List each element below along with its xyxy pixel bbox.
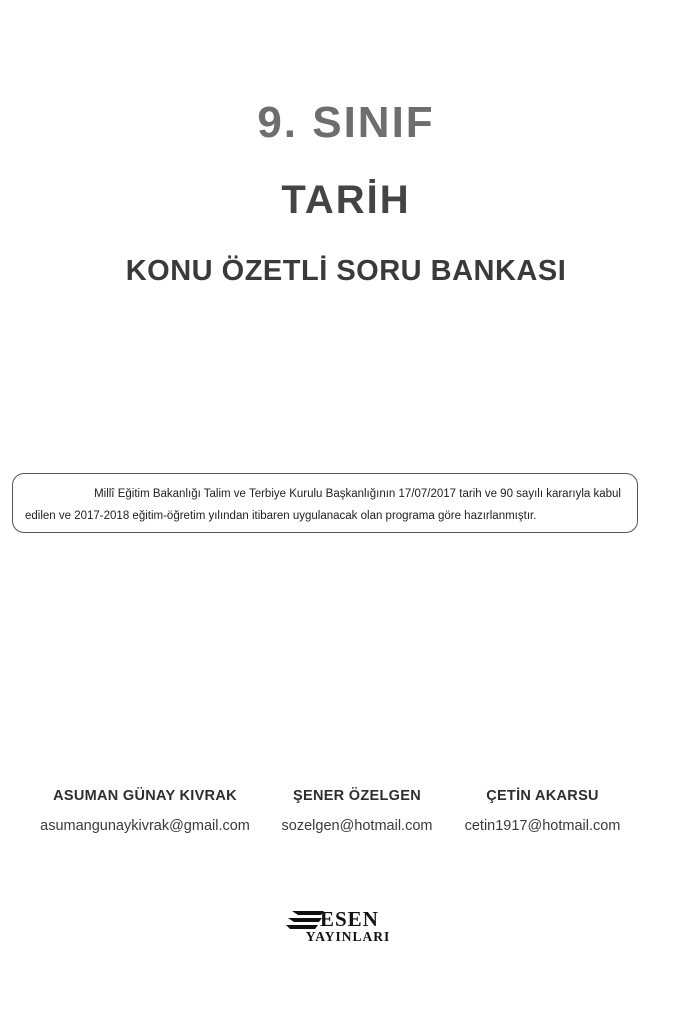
publisher-subtitle: YAYINLARI [305, 929, 391, 944]
author-1 [20, 788, 270, 834]
subject-heading: TARİH [281, 178, 411, 222]
author-2 [270, 788, 444, 834]
author-name: ASUMAN GÜNAY KIVRAK [53, 788, 237, 804]
author-name: ÇETİN AKARSU [486, 788, 599, 804]
publisher-name: ESEN [320, 907, 379, 931]
grade-heading: 9. SINIF [257, 98, 435, 147]
approval-notice-line-1: Millî Eğitim Bakanlığı Talim ve Terbiye Kurulu Başkanlığının 17/07/2017 tarih ve 90 sayılı kararıyla kabul [94, 488, 621, 500]
author-email: sozelgen@hotmail.com [281, 818, 433, 834]
author-name: ŞENER ÖZELGEN [293, 788, 421, 804]
author-email: cetin1917@hotmail.com [464, 818, 621, 834]
author-3 [450, 788, 635, 834]
publisher-logo [286, 907, 410, 949]
author-email: asumangunaykivrak@gmail.com [40, 818, 250, 834]
approval-notice-box [12, 473, 638, 533]
book-type-heading: KONU ÖZETLİ SORU BANKASI [125, 255, 567, 287]
approval-notice-line-2: edilen ve 2017-2018 eğitim-öğretim yılından itibaren uygulanacak olan programa göre hazırlanmıştır. [25, 510, 537, 522]
authors-section [0, 788, 692, 848]
